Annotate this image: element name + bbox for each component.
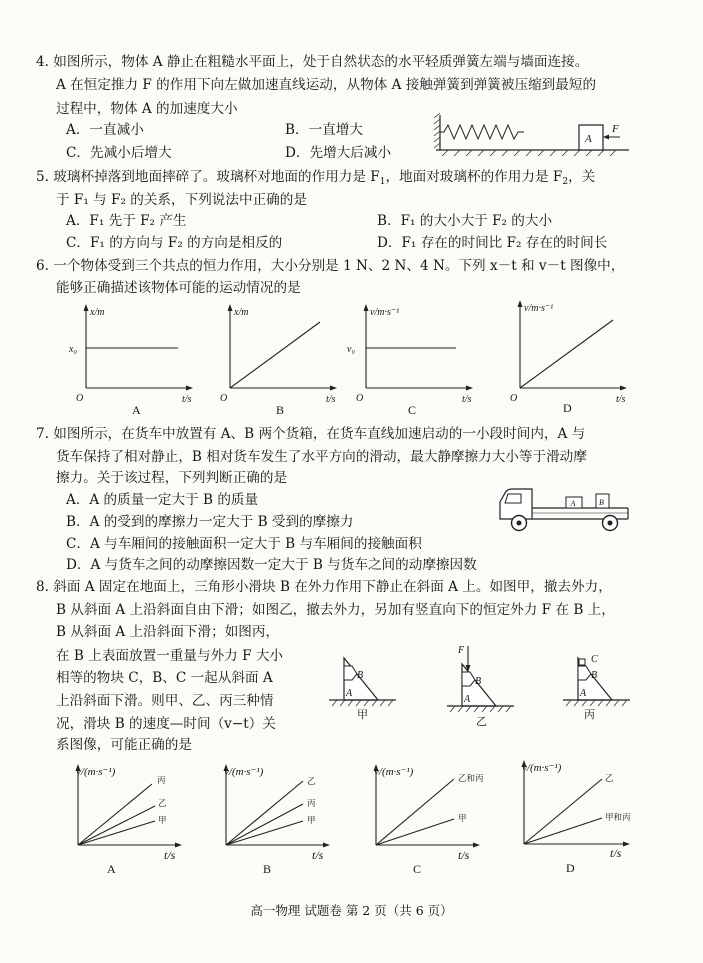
q7-truck-figure [496, 478, 636, 538]
q8c-letter: C [413, 862, 422, 876]
q7-line3: 擦力。关于该过程，下列判断正确的是 [56, 470, 288, 486]
q8b-letter: B [263, 862, 272, 876]
q8-jia-caption: 甲 [357, 709, 368, 721]
q4-block-label: A [585, 133, 592, 145]
q8c-label-jia: 甲 [458, 813, 467, 823]
q8-yi-caption: 乙 [476, 716, 487, 728]
q6d-xlabel: t/s [616, 394, 626, 405]
q6c-level-label: v₀ [347, 344, 355, 355]
q6a-ylabel: x/m [90, 307, 105, 318]
q8-line2: B 从斜面 A 上沿斜面自由下滑；如图乙，撤去外力，另加有竖直向下的恒定外力 F 在 B 上， [56, 602, 615, 618]
q7-box-b-label: B [599, 498, 604, 507]
q8-line3: B 从斜面 A 上沿斜面下滑；如图丙， [56, 624, 280, 640]
q8d-label-jia-bing: 甲和丙 [605, 812, 631, 822]
q8-bing-caption: 丙 [584, 709, 595, 721]
q8-bing-b-label: B [591, 670, 598, 681]
q6a-origin: O [76, 393, 84, 404]
q6d-ylabel: v/m·s⁻¹ [524, 303, 554, 314]
q4-option-a: A．一直减小 [66, 122, 144, 138]
page-footer: 高一物理 试题卷 第 2 页（共 6 页） [250, 903, 453, 918]
q6b-origin: O [220, 393, 228, 404]
q6c-letter: C [408, 403, 417, 417]
q5-option-d: D．F₁ 存在的时间比 F₂ 存在的时间长 [377, 235, 608, 251]
q6b-ylabel: x/m [234, 307, 249, 318]
q6-line2: 能够正确描述该物体可能的运动情况的是 [56, 280, 301, 296]
q8-graph-b [218, 760, 348, 880]
q6a-level-label: x₀ [69, 344, 77, 355]
q4-option-d: D．先增大后减小 [285, 145, 392, 161]
q6-graph-b [220, 300, 360, 422]
q8b-ylabel: v/(m·s⁻¹) [224, 766, 264, 778]
q5-option-b: B．F₁ 的大小大于 F₂ 的大小 [377, 213, 553, 229]
q7-option-d: D．A 与货车之间的动摩擦因数一定大于 B 与货车之间的动摩擦因数 [66, 557, 477, 573]
q6a-letter: A [132, 403, 141, 417]
q4-option-b: B．一直增大 [285, 122, 363, 138]
q8-line5: 相等的物块 C，B、C 一起从斜面 A [56, 670, 273, 686]
q5-option-a: A．F₁ 先于 F₂ 产生 [66, 213, 187, 229]
q6c-ylabel: v/m·s⁻¹ [370, 307, 400, 318]
q6c-xlabel: t/s [462, 394, 472, 405]
q8c-ylabel: v/(m·s⁻¹) [374, 766, 414, 778]
q8-yi-a-label: A [464, 694, 471, 705]
q8c-xlabel: t/s [458, 848, 470, 862]
q8-setup-bing [560, 650, 640, 722]
q8-graph-c [368, 760, 498, 880]
q8b-label-bing: 丙 [307, 798, 316, 808]
q4-line2: A 在恒定推力 F 的作用下向左做加速直线运动，从物体 A 接触弹簧到弹簧被压缩到最短的 [56, 77, 597, 93]
q7-option-c: C．A 与车厢间的接触面积一定大于 B 与车厢间的接触面积 [66, 536, 422, 552]
q6b-letter: B [276, 403, 285, 417]
q8-yi-b-label: B [475, 676, 482, 687]
q8-line6: 上沿斜面下滑。则甲、乙、丙三种情 [56, 693, 274, 709]
q5-line2: 于 F₁ 与 F₂ 的关系，下列说法中正确的是 [56, 192, 307, 208]
q4-force-label: F [612, 123, 619, 135]
q8b-label-jia: 甲 [307, 815, 316, 825]
q4-option-c: C．先减小后增大 [66, 145, 172, 161]
q8b-label-yi: 乙 [307, 776, 316, 786]
q8-jia-b-label: B [357, 670, 364, 681]
q8-graph-d [516, 756, 646, 876]
q8-line1: 8. 斜面 A 固定在地面上，三角形小滑块 B 在外力作用下静止在斜面 A 上。如图甲，撤去外力， [36, 579, 612, 595]
q4-line1: 4. 如图所示，物体 A 静止在粗糙水平面上，处于自然状态的水平轻质弹簧左端与墙面连接。 [36, 54, 589, 70]
q6b-xlabel: t/s [326, 394, 336, 405]
q8-line4: 在 B 上表面放置一重量与外力 F 大小 [56, 648, 284, 664]
q8-line7: 况，滑块 B 的速度—时间（v−t）关 [56, 716, 276, 732]
q8d-ylabel: v/(m·s⁻¹) [522, 762, 562, 774]
q6-graph-d [510, 296, 650, 422]
q7-option-b: B．A 的受到的摩擦力一定大于 B 受到的摩擦力 [66, 514, 354, 530]
q4-line3: 过程中，物体 A 的加速度大小 [56, 101, 238, 117]
q8a-label-bing: 丙 [157, 775, 166, 785]
q8b-xlabel: t/s [312, 848, 324, 862]
q8-setup-yi [444, 640, 524, 736]
q8c-label-yi-bing: 乙和丙 [458, 773, 484, 783]
q8-yi-f-label: F [458, 645, 465, 656]
q6-graph-c [347, 300, 496, 422]
q8a-label-yi: 乙 [158, 798, 167, 808]
q8a-ylabel: v/(m·s⁻¹) [76, 766, 116, 778]
q7-box-a-label: A [570, 499, 576, 508]
q4-spring-figure [434, 110, 634, 160]
q6a-xlabel: t/s [182, 394, 192, 405]
q8-bing-c-label: C [591, 654, 598, 665]
q8-setup-jia [326, 650, 401, 720]
q8-line8: 系图像，可能正确的是 [56, 737, 192, 753]
q6-line1: 6. 一个物体受到三个共点的恒力作用，大小分别是 1 N、2 N、4 N。下列 x－t 和 v－t 图像中， [36, 258, 625, 274]
q5-option-c: C．F₁ 的方向与 F₂ 的方向是相反的 [66, 235, 283, 251]
q8d-xlabel: t/s [610, 846, 622, 860]
q7-line2: 货车保持了相对静止，B 相对货车发生了水平方向的滑动，最大静摩擦力大小等于滑动摩 [56, 449, 587, 465]
q7-option-a: A．A 的质量一定大于 B 的质量 [66, 492, 259, 508]
q7-line1: 7. 如图所示，在货车中放置有 A、B 两个货箱，在货车直线加速启动的一小段时间内，A 与 [36, 426, 586, 442]
q8-bing-a-label: A [580, 688, 587, 699]
q8d-label-yi: 乙 [605, 773, 614, 783]
q8a-label-jia: 甲 [158, 815, 167, 825]
q8a-letter: A [107, 862, 116, 876]
q6d-origin: O [510, 393, 518, 404]
q8a-xlabel: t/s [164, 848, 176, 862]
q8-jia-a-label: A [346, 688, 353, 699]
q8-graph-a [70, 760, 200, 880]
q8d-letter: D [566, 861, 575, 875]
spring [440, 125, 524, 139]
q6c-origin: O [356, 393, 364, 404]
q5-line1: 5. 玻璃杯掉落到地面摔碎了。玻璃杯对地面的作用力是 $F_1$，地面对玻璃杯的作用力是 $F_2$，关 [36, 169, 596, 187]
q6-graph-a [69, 300, 216, 422]
q6d-letter: D [563, 401, 572, 415]
